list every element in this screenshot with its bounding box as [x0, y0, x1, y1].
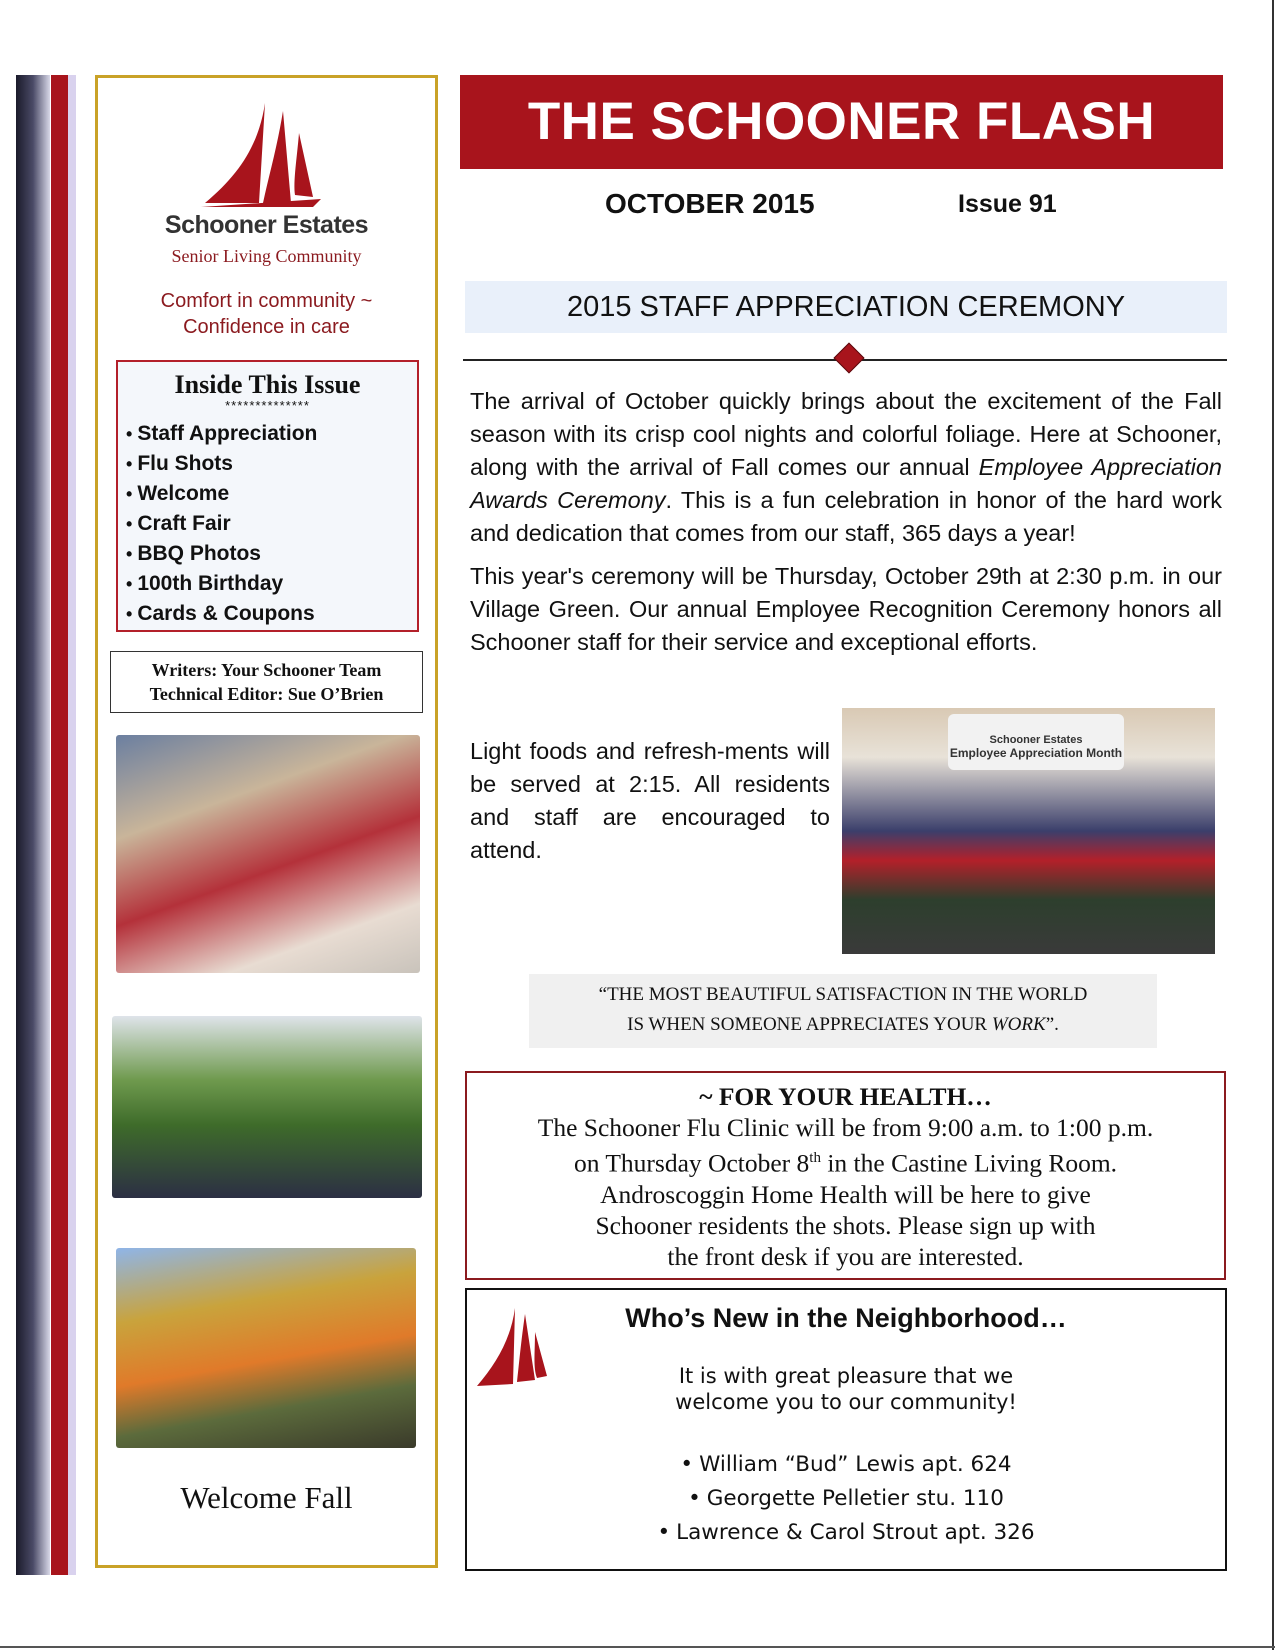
article-headline: 2015 STAFF APPRECIATION CEREMONY: [566, 291, 1126, 323]
article-text: . This is a fun celebration in honor of the hard work and dedication that comes from our staff, 365 days a year!: [470, 487, 1222, 546]
sailboat-logo-icon: [201, 103, 341, 223]
quote-emphasis: WORK: [991, 1014, 1046, 1035]
newsletter-title: THE SCHOONER FLASH: [527, 92, 1156, 151]
staff-appreciation-photo: [842, 708, 1215, 954]
health-line: Androscoggin Home Health will be here to give: [600, 1179, 1091, 1209]
tagline-line-2: Confidence in care: [183, 316, 350, 338]
photo-banner-line-1: Schooner Estates: [989, 734, 1083, 746]
brand-subtitle: Senior Living Community: [171, 246, 362, 266]
article-paragraph-3: Light foods and refresh-ments will be served at 2:15. All residents and staff are encouraged to attend.: [470, 738, 830, 863]
welcome-message-line-2: welcome you to our community!: [675, 1390, 1017, 1414]
inside-this-issue-box: [116, 360, 419, 632]
headline-bar: [465, 281, 1227, 333]
article-emphasis: Employee Appreciation Awards Ceremony: [470, 454, 1222, 513]
issue-date: OCTOBER 2015: [605, 188, 815, 219]
credits-box: [110, 651, 423, 713]
new-residents-list: [467, 1448, 1225, 1550]
quote-line-2: [529, 1010, 1157, 1040]
quote-text: IS WHEN SOMEONE APPRECIATES YOUR: [627, 1014, 992, 1035]
decorative-stripe-dark: [16, 75, 50, 1575]
inside-list: [118, 419, 417, 629]
brand-name: Schooner Estates: [164, 211, 369, 239]
quote-box: [529, 974, 1157, 1048]
new-neighbors-box: [465, 1288, 1227, 1571]
health-line: [467, 1143, 1224, 1179]
welcome-fall-caption: Welcome Fall: [180, 1480, 353, 1515]
list-item: • BBQ Photos: [126, 539, 417, 569]
health-superscript: th: [809, 1150, 821, 1166]
tagline: [98, 288, 435, 340]
list-item: • Staff Appreciation: [126, 419, 417, 449]
list-item: • Georgette Pelletier stu. 110: [467, 1482, 1225, 1516]
new-neighbors-title: Who’s New in the Neighborhood…: [625, 1303, 1067, 1333]
masthead-banner: [460, 75, 1223, 169]
photo-banner: [948, 714, 1124, 770]
fall-foliage-photo: [116, 1248, 416, 1448]
decorative-stripe-lavender: [68, 75, 76, 1575]
list-item: • Flu Shots: [126, 449, 417, 479]
article-paragraph-2: This year's ceremony will be Thursday, October 29th at 2:30 p.m. in our Village Green. Our annual Employee Recognition Ceremony honors all Schooner staff for their service and exceptional efforts.: [470, 563, 1222, 655]
health-line: the front desk if you are interested.: [667, 1241, 1024, 1271]
craft-fair-photo: [116, 735, 420, 973]
health-text: on Thursday October 8: [573, 1148, 810, 1178]
health-line: Schooner residents the shots. Please sign up with: [595, 1210, 1096, 1240]
page-edge-bottom: [0, 1646, 1275, 1648]
list-item: • 100th Birthday: [126, 569, 417, 599]
quote-line-1: “THE MOST BEAUTIFUL SATISFACTION IN THE WORLD: [598, 984, 1088, 1005]
issue-number: Issue 91: [958, 190, 1057, 218]
health-title: ~ FOR YOUR HEALTH…: [699, 1082, 992, 1111]
welcome-message: [467, 1363, 1225, 1415]
article-paragraph-1: [470, 385, 1222, 550]
health-text: in the Castine Living Room.: [820, 1148, 1118, 1178]
decorative-stripe-red: [51, 75, 68, 1575]
tagline-line-1: Comfort in community ~: [160, 290, 373, 312]
article-text: The arrival of October quickly brings about the excitement of the Fall season with its crisp cool nights and colorful foliage. Here at Schooner, along with the arrival of Fall comes our annual: [470, 388, 1222, 480]
health-line: The Schooner Flu Clinic will be from 9:00 a.m. to 1:00 p.m.: [537, 1113, 1154, 1142]
photo-banner-line-2: Employee Appreciation Month: [949, 746, 1123, 760]
inside-title: Inside This Issue: [174, 370, 361, 399]
sidebar: [95, 75, 438, 1568]
writers-credit: Writers: Your Schooner Team: [151, 660, 382, 680]
editor-credit: Technical Editor: Sue O’Brien: [149, 684, 384, 704]
list-item: • Lawrence & Carol Strout apt. 326: [467, 1516, 1225, 1550]
quote-text: ”.: [1045, 1014, 1059, 1035]
list-item: • Cards & Coupons: [126, 599, 417, 629]
welcome-message-line-1: It is with great pleasure that we: [678, 1364, 1014, 1388]
inside-stars: **************: [225, 398, 310, 413]
residents-outdoors-photo: [112, 1016, 422, 1198]
list-item: • Craft Fair: [126, 509, 417, 539]
list-item: • Welcome: [126, 479, 417, 509]
page-edge-right: [1272, 0, 1274, 1650]
article-body: [470, 385, 1222, 669]
diamond-icon: [833, 342, 864, 373]
health-box: [465, 1071, 1226, 1280]
list-item: • William “Bud” Lewis apt. 624: [467, 1448, 1225, 1482]
